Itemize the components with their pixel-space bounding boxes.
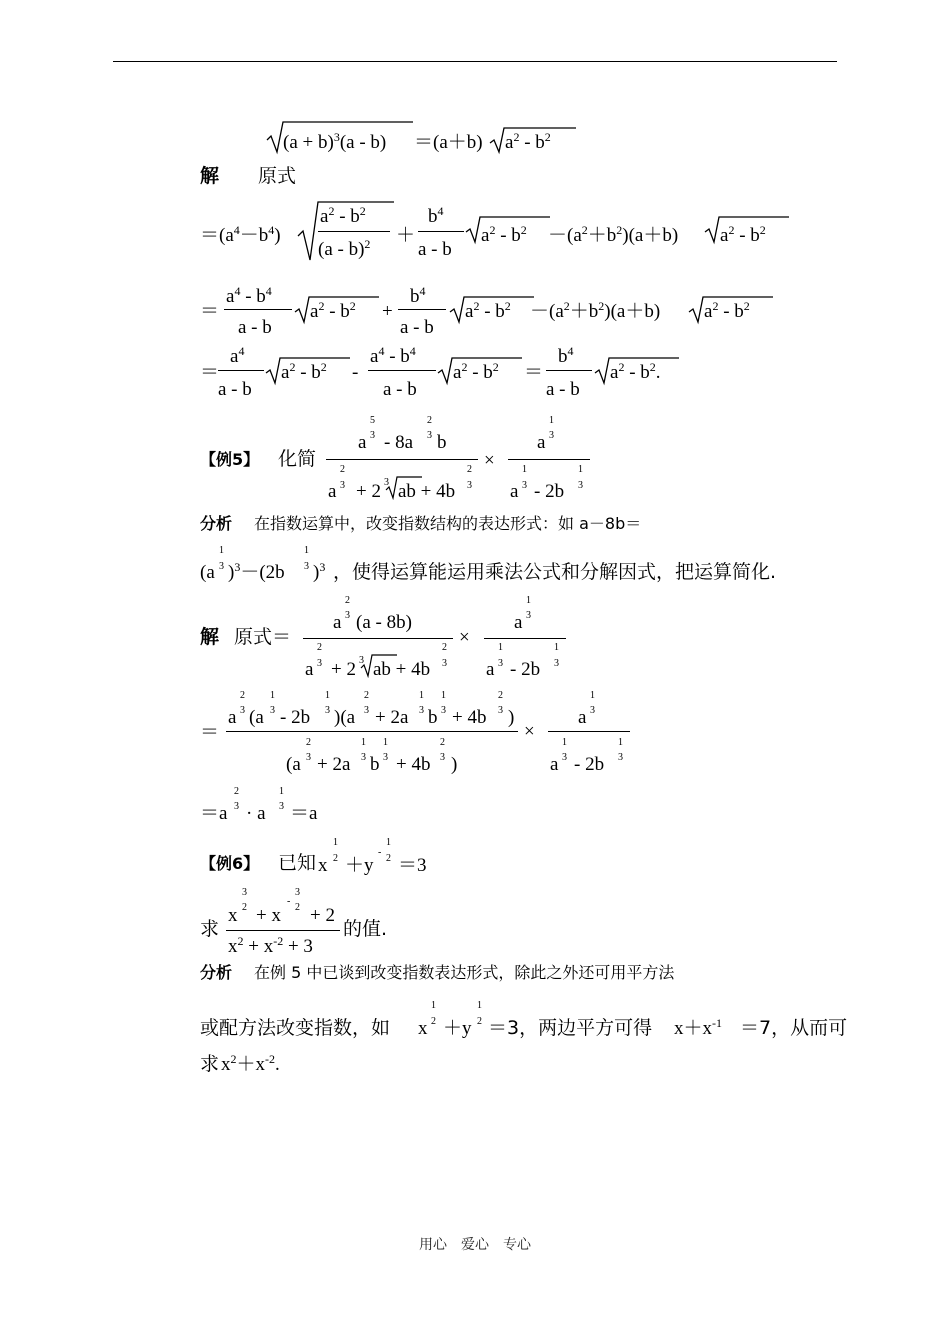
analysis-6-label: 分析: [200, 963, 233, 982]
solution-5-label: 解: [200, 626, 220, 648]
page-footer: 用心 爱心 专心: [419, 1237, 531, 1253]
example-6-label: 【例6】: [200, 854, 260, 873]
analysis-6-expr-2: $x+x^{-1}$: [674, 1016, 723, 1039]
example-6-text: 已知: [278, 852, 317, 874]
solution-label: 解: [200, 165, 220, 187]
analysis-5-line-1: 在指数运算中，改变指数结构的表达形式：如 a－8b＝: [254, 514, 642, 533]
analysis-6-line-2c: ＝7，从而可: [740, 1017, 848, 1039]
analysis-6-line-2a: 或配方法改变指数，如: [200, 1017, 391, 1039]
solution-5-text: 原式＝: [234, 626, 292, 648]
example-6-condition-value: ＝3: [398, 855, 427, 876]
solution-text: 原式: [258, 165, 297, 187]
example-6-ask: 求: [200, 918, 220, 940]
analysis-6-line-1: 在例 5 中已谈到改变指数表达形式，除此之外还可用平方法: [254, 963, 675, 982]
example-5-label: 【例5】: [200, 450, 260, 469]
example-5-text: 化简: [278, 448, 317, 470]
analysis-label: 分析: [200, 514, 233, 533]
header-rule: [113, 61, 837, 62]
analysis-6-line-2b: ＝3，两边平方可得: [488, 1017, 653, 1039]
analysis-5-line-2: ，使得运算能运用乘法公式和分解因式，把运算简化.: [333, 561, 777, 583]
example-6-ask-tail: 的值.: [343, 918, 388, 940]
analysis-6-expr-3: $x^2+x^{-2}$.: [221, 1052, 280, 1075]
analysis-6-line-3a: 求: [200, 1053, 220, 1075]
